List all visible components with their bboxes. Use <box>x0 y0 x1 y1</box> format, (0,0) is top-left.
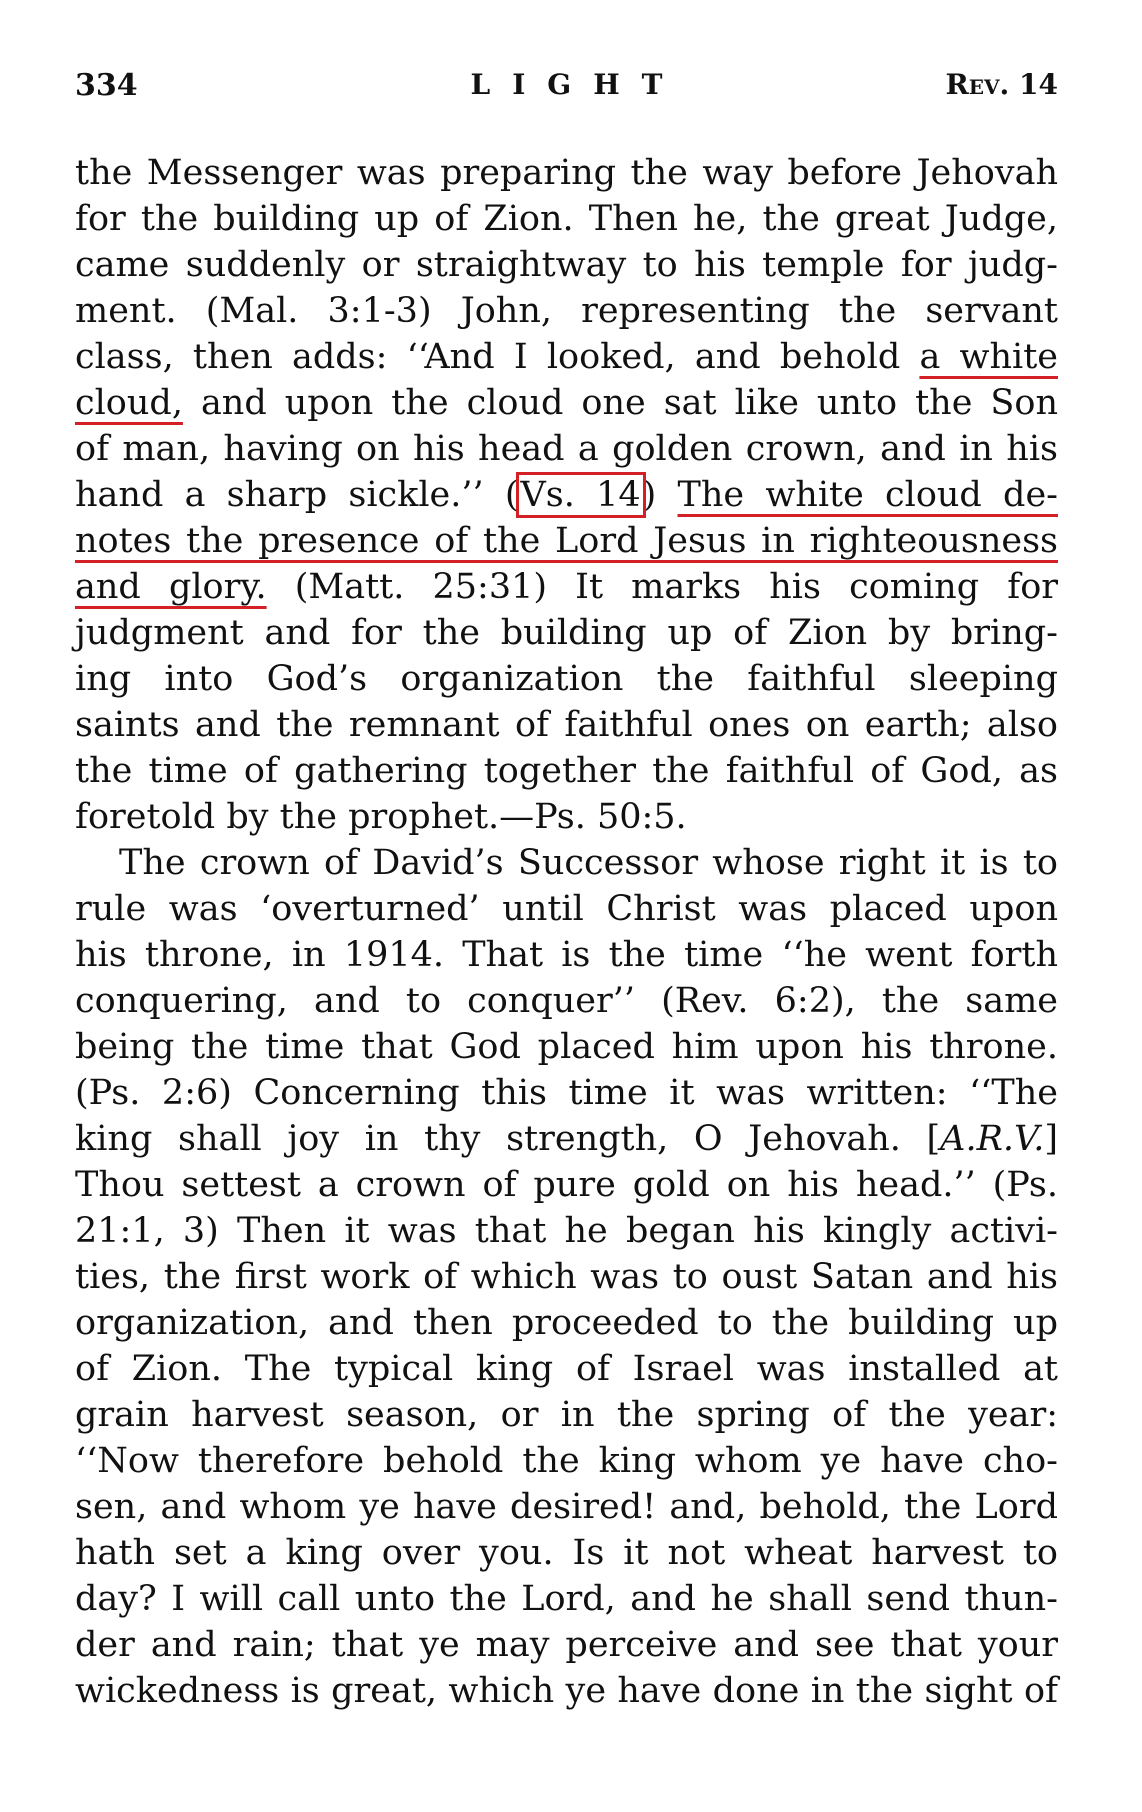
text-segment: king shall joy in thy strength, O Jehovah. [ <box>75 1119 941 1159</box>
boxed-reference: Vs. 14 <box>520 475 641 515</box>
page-number: 334 <box>75 68 138 103</box>
text-line <box>75 932 1058 978</box>
italic-text: A.R.V. <box>940 1119 1045 1159</box>
text-line <box>75 1530 1058 1576</box>
text-segment: being the time that God placed him upon his throne. <box>75 1027 1058 1067</box>
text-segment: day? I will call unto the Lord, and he shall send thun- <box>75 1579 1058 1619</box>
text-line <box>75 472 1058 518</box>
text-line <box>75 656 1058 702</box>
paragraph-first-line <box>75 840 1058 886</box>
text-segment: hand a sharp sickle.’’ ( <box>75 475 519 515</box>
text-line <box>75 380 1058 426</box>
text-segment: ‘‘Now therefore behold the king whom ye have cho- <box>75 1441 1058 1481</box>
text-line <box>75 1024 1058 1070</box>
underlined-text: and glory. <box>75 567 267 607</box>
text-line <box>75 1116 1058 1162</box>
text-segment: ) <box>642 475 678 515</box>
text-line <box>75 1162 1058 1208</box>
page-header <box>75 68 1058 118</box>
text-line <box>75 1668 1058 1714</box>
text-segment: Thou settest a crown of pure gold on his head.’’ (Ps. <box>75 1165 1058 1205</box>
text-segment: conquering, and to conquer’’ (Rev. 6:2), the same <box>75 981 1058 1021</box>
text-line <box>75 288 1058 334</box>
text-segment: judgment and for the building up of Zion by bring- <box>75 613 1058 653</box>
text-line <box>75 794 1058 840</box>
text-line <box>75 1346 1058 1392</box>
text-segment: class, then adds: ‘‘And I looked, and behold <box>75 337 920 377</box>
text-line <box>75 150 1058 196</box>
text-segment: saints and the remnant of faithful ones on earth; also <box>75 705 1058 745</box>
text-line <box>75 334 1058 380</box>
text-segment: der and rain; that ye may perceive and see that your <box>75 1625 1058 1665</box>
text-line <box>75 1438 1058 1484</box>
text-segment: ing into God’s organization the faithful sleeping <box>75 659 1058 699</box>
underlined-text: notes the presence of the Lord Jesus in righteousness <box>75 521 1058 561</box>
text-segment: organization, and then proceeded to the building up <box>75 1303 1058 1343</box>
text-line <box>75 1622 1058 1668</box>
text-segment: 21:1, 3) Then it was that he began his kingly activi- <box>75 1211 1058 1251</box>
text-segment: the Messenger was preparing the way before Jehovah <box>75 153 1058 193</box>
text-segment: for the building up of Zion. Then he, the great Judge, <box>75 199 1058 239</box>
text-segment: (Matt. 25:31) It marks his coming for <box>266 567 1058 607</box>
text-segment: foretold by the prophet.—Ps. 50:5. <box>75 797 687 837</box>
text-segment: grain harvest season, or in the spring of the year: <box>75 1395 1058 1435</box>
underlined-text: The white cloud de- <box>677 475 1058 515</box>
text-line <box>75 1576 1058 1622</box>
text-line <box>75 1484 1058 1530</box>
text-segment: hath set a king over you. Is it not wheat harvest to <box>75 1533 1058 1573</box>
text-line <box>75 886 1058 932</box>
text-segment: ment. (Mal. 3:1-3) John, representing the servant <box>75 291 1058 331</box>
text-segment: ] <box>1044 1119 1058 1159</box>
text-line <box>75 518 1058 564</box>
text-segment: the time of gathering together the faithful of God, as <box>75 751 1058 791</box>
text-line <box>75 1208 1058 1254</box>
text-segment: his throne, in 1914. That is the time ‘‘he went forth <box>75 935 1058 975</box>
text-line <box>75 1300 1058 1346</box>
text-line <box>75 702 1058 748</box>
text-segment: of Zion. The typical king of Israel was installed at <box>75 1349 1058 1389</box>
text-line <box>75 1392 1058 1438</box>
text-segment: of man, having on his head a golden crown, and in his <box>75 429 1058 469</box>
text-line <box>75 242 1058 288</box>
running-title: LIGHT <box>470 68 685 101</box>
text-segment: ties, the first work of which was to oust Satan and his <box>75 1257 1058 1297</box>
text-segment: The crown of David’s Successor whose right it is to <box>119 843 1058 883</box>
text-line <box>75 1254 1058 1300</box>
underlined-text: a white <box>919 337 1058 377</box>
text-line <box>75 426 1058 472</box>
text-line <box>75 196 1058 242</box>
text-line <box>75 564 1058 610</box>
text-line <box>75 1070 1058 1116</box>
text-segment: came suddenly or straightway to his temple for judg- <box>75 245 1058 285</box>
text-line <box>75 610 1058 656</box>
text-line <box>75 978 1058 1024</box>
chapter-reference: Rev. 14 <box>945 68 1058 101</box>
text-segment: rule was ‘overturned’ until Christ was placed upon <box>75 889 1058 929</box>
text-line <box>75 748 1058 794</box>
text-segment: sen, and whom ye have desired! and, behold, the Lord <box>75 1487 1058 1527</box>
underlined-text: cloud, <box>75 383 183 423</box>
text-segment: and upon the cloud one sat like unto the Son <box>182 383 1058 423</box>
text-segment: wickedness is great, which ye have done in the sight of <box>75 1671 1058 1711</box>
text-segment: (Ps. 2:6) Concerning this time it was written: ‘‘The <box>75 1073 1058 1113</box>
body-text <box>75 150 1058 1714</box>
